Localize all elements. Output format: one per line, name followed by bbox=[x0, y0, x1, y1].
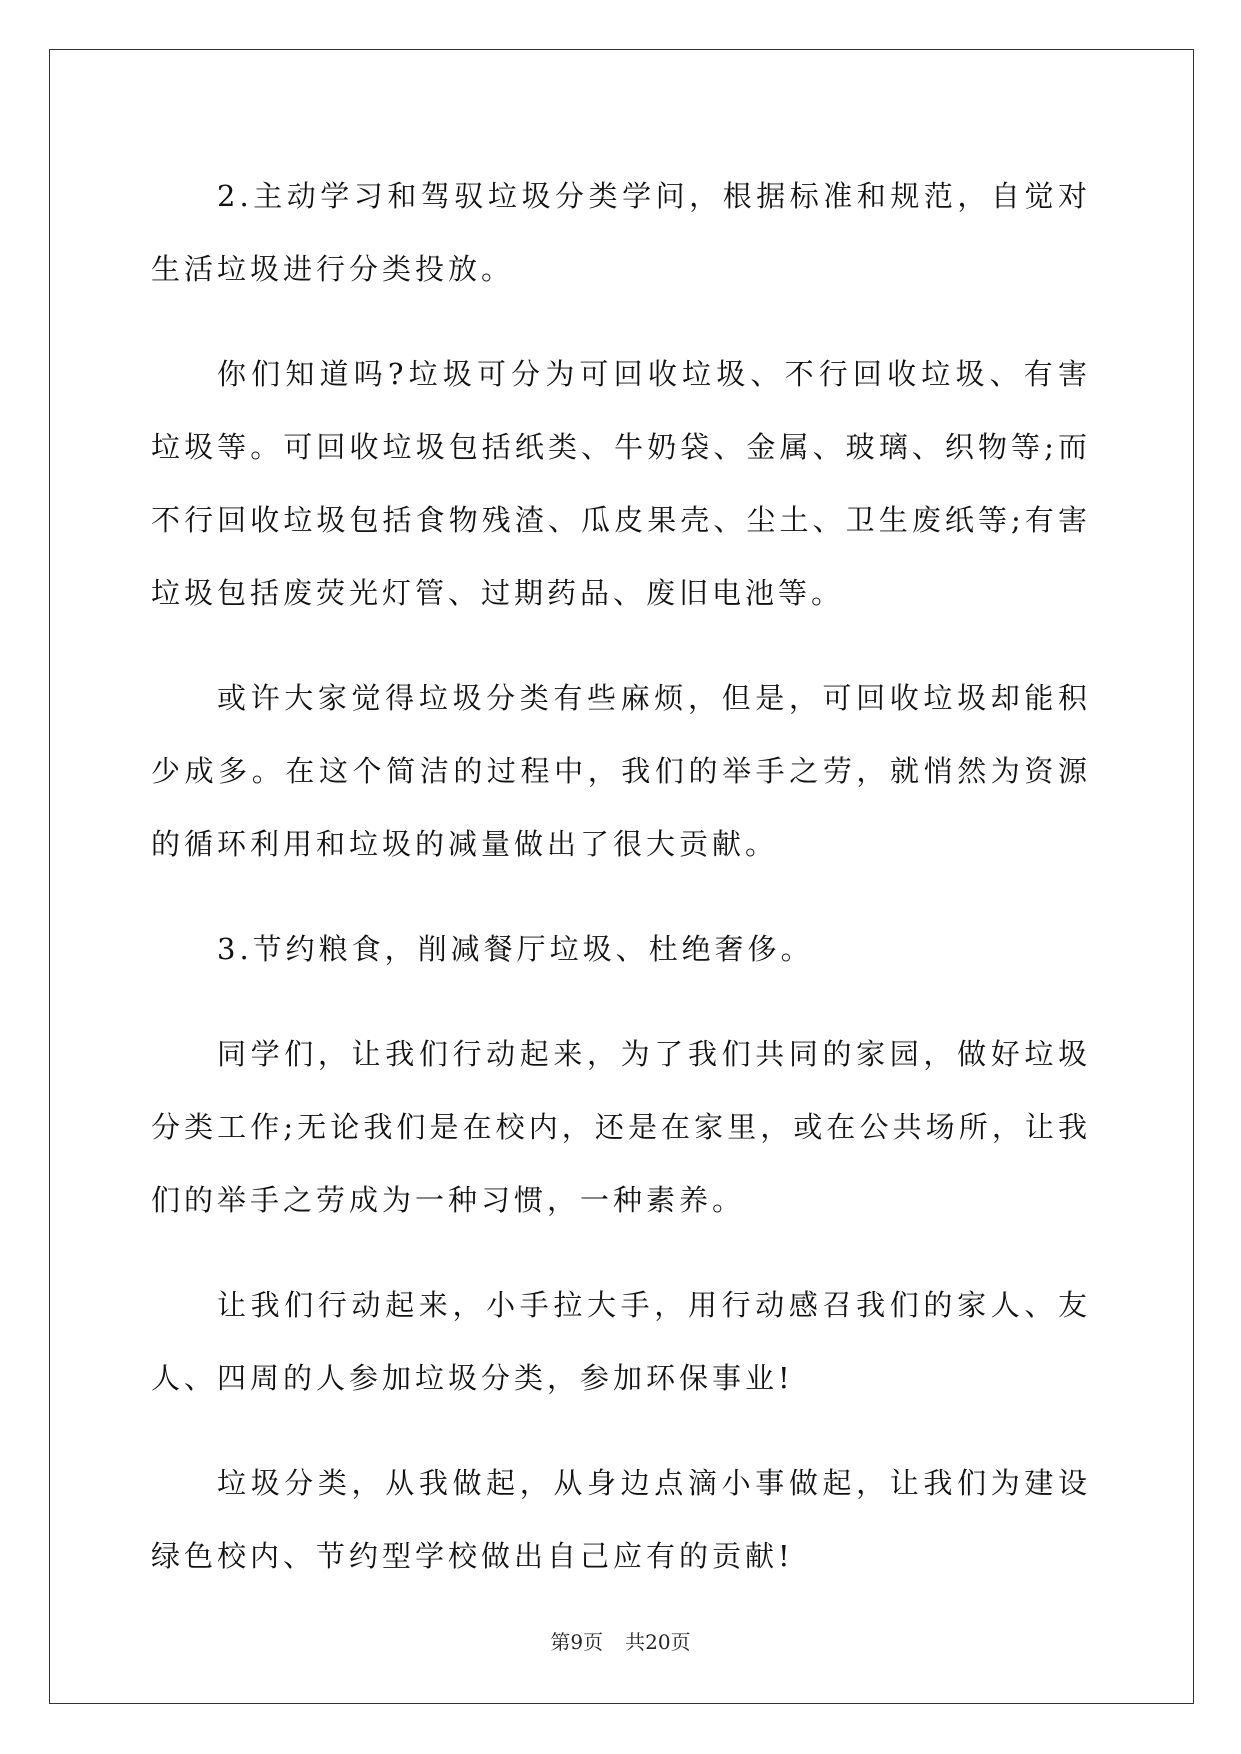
paragraph-5: 同学们，让我们行动起来，为了我们共同的家园，做好垃圾分类工作;无论我们是在校内，还是在家里，或在公共场所，让我们的举手之劳成为一种习惯，一种素养。 bbox=[151, 1037, 1091, 1217]
paragraph-6: 让我们行动起来，小手拉大手，用行动感召我们的家人、友人、四周的人参加垃圾分类，参加环保事业! bbox=[151, 1288, 1091, 1395]
page-footer bbox=[0, 1626, 1241, 1655]
paragraph-3: 或许大家觉得垃圾分类有些麻烦，但是，可回收垃圾却能积少成多。在这个简洁的过程中，我们的举手之劳，就悄然为资源的循环利用和垃圾的减量做出了很大贡献。 bbox=[151, 681, 1091, 861]
page-total: 共20页 bbox=[625, 1630, 691, 1654]
paragraph-7: 垃圾分类，从我做起，从身边点滴小事做起，让我们为建设绿色校内、节约型学校做出自己应有的贡献! bbox=[151, 1466, 1091, 1573]
page-number: 第9页 bbox=[550, 1630, 604, 1654]
paragraph-2: 你们知道吗?垃圾可分为可回收垃圾、不行回收垃圾、有害垃圾等。可回收垃圾包括纸类、牛奶袋、金属、玻璃、织物等;而不行回收垃圾包括食物残渣、瓜皮果壳、尘土、卫生废纸等;有害垃圾包括废荧光灯管、过期药品、废旧电池等。 bbox=[151, 357, 1091, 610]
document-body bbox=[151, 160, 1091, 1593]
paragraph-1: 2.主动学习和驾驭垃圾分类学问，根据标准和规范，自觉对生活垃圾进行分类投放。 bbox=[151, 179, 1091, 286]
paragraph-4: 3.节约粮食，削减餐厅垃圾、杜绝奢侈。 bbox=[217, 932, 814, 966]
